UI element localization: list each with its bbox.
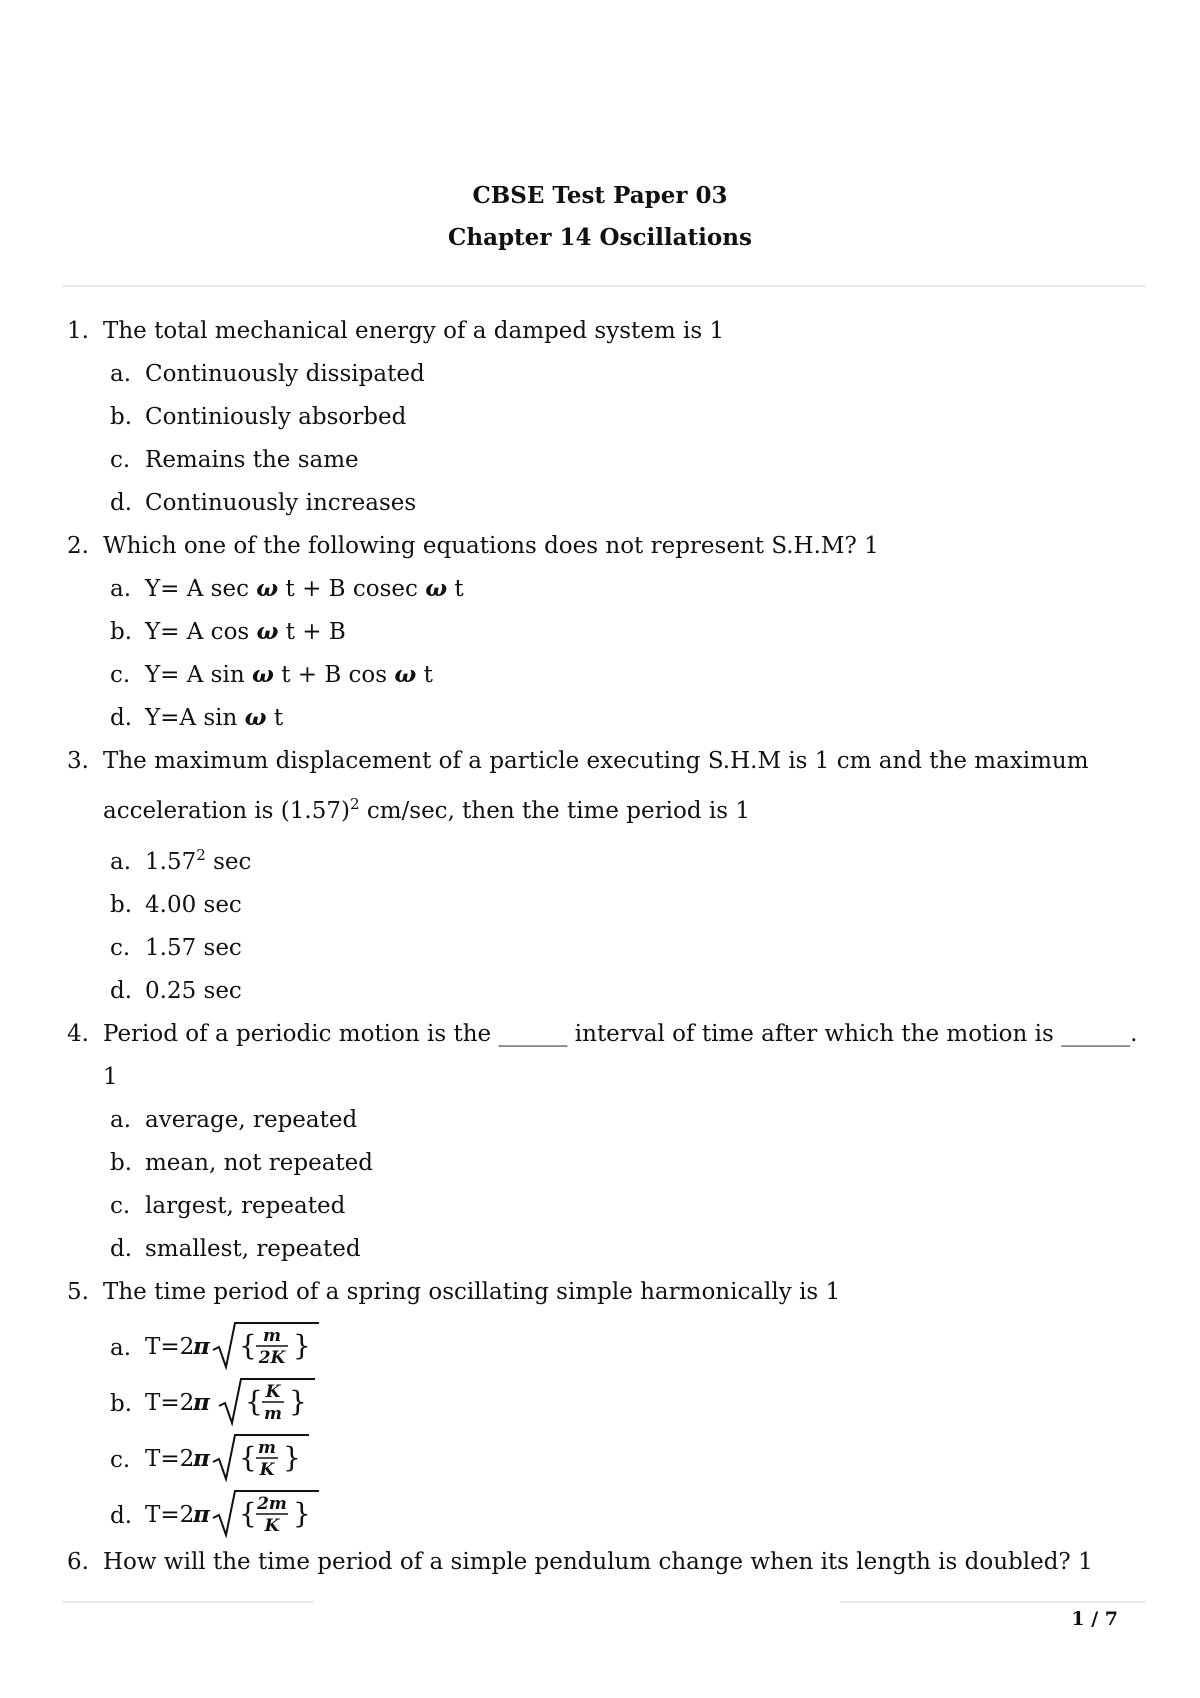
option-text: smallest, repeated: [145, 1236, 361, 1262]
option-label: c.: [110, 662, 131, 688]
page-number: 1 / 7: [1071, 1608, 1118, 1630]
option-text: Y= A cos ω t + B: [145, 618, 346, 645]
formula-prefix: T=2: [145, 1446, 195, 1472]
fraction-denominator: 2K: [258, 1348, 286, 1368]
option-label: d.: [110, 1503, 133, 1529]
option-label: d.: [110, 490, 133, 516]
formula-prefix: T=2: [145, 1390, 195, 1416]
option-text: Y= A sec ω t + B cosec ω t: [145, 575, 464, 602]
option-text: 4.00 sec: [145, 892, 242, 918]
option-label: d.: [110, 705, 133, 731]
option-text: 0.25 sec: [145, 978, 242, 1004]
brace-close: }: [293, 1497, 311, 1530]
option-text: 1.57$^2$ sec: [145, 846, 252, 875]
question-text: The time period of a spring oscillating simple harmonically is 1: [103, 1279, 841, 1305]
omega-symbol: ω: [251, 661, 274, 688]
header-divider: [63, 285, 1145, 287]
fraction-denominator: m: [264, 1404, 282, 1424]
option-text: 1.57 sec: [145, 935, 242, 961]
omega-symbol: ω: [394, 661, 417, 688]
option-text: Remains the same: [145, 447, 359, 473]
brace-open: {: [239, 1441, 257, 1474]
option-label: c.: [110, 935, 131, 961]
option-text: largest, repeated: [145, 1193, 346, 1219]
option-label: b.: [110, 404, 133, 430]
option-label: a.: [110, 849, 132, 875]
brace-close: }: [283, 1441, 301, 1474]
formula-5b: [143, 1376, 333, 1428]
option-label: c.: [110, 1193, 131, 1219]
brace-open: {: [239, 1329, 257, 1362]
option-text: Continuously dissipated: [145, 361, 425, 387]
option-label: b.: [110, 1391, 133, 1417]
question-number: 2.: [67, 533, 89, 559]
omega-symbol: ω: [256, 575, 279, 602]
option-label: b.: [110, 619, 133, 645]
question-text-line1: Period of a periodic motion is the ______ interval of time after which the motion is ______.: [103, 1021, 1138, 1047]
pi-symbol: π: [193, 1333, 210, 1360]
formula-5a: [143, 1320, 333, 1372]
option-text: Y=A sin ω t: [145, 704, 284, 731]
pi-symbol: π: [193, 1445, 210, 1472]
question-number: 6.: [67, 1549, 89, 1575]
question-text-line1: The maximum displacement of a particle executing S.H.M is 1 cm and the maximum: [103, 748, 1089, 774]
chapter-title: Chapter 14 Oscillations: [448, 224, 752, 251]
option-label: c.: [110, 447, 131, 473]
omega-symbol: ω: [244, 704, 267, 731]
question-text: How will the time period of a simple pendulum change when its length is doubled? 1: [103, 1549, 1093, 1575]
omega-symbol: ω: [256, 618, 279, 645]
footer-divider-right: [840, 1601, 1145, 1603]
fraction-numerator: 2m: [257, 1494, 287, 1514]
option-label: a.: [110, 576, 132, 602]
paper-title: CBSE Test Paper 03: [472, 182, 728, 209]
pi-symbol: π: [193, 1501, 210, 1528]
option-label: b.: [110, 1150, 133, 1176]
brace-open: {: [245, 1385, 263, 1418]
brace-close: }: [289, 1385, 307, 1418]
footer-divider-left: [63, 1601, 313, 1603]
option-text: Y= A sin ω t + B cos ω t: [145, 661, 433, 688]
option-text: Continuously increases: [145, 490, 417, 516]
question-text-line2: 1: [103, 1064, 118, 1090]
brace-open: {: [239, 1497, 257, 1530]
formula-prefix: T=2: [145, 1502, 195, 1528]
question-number: 5.: [67, 1279, 89, 1305]
fraction-numerator: m: [258, 1438, 276, 1458]
formula-5c: [143, 1432, 333, 1484]
option-label: b.: [110, 892, 133, 918]
pi-symbol: π: [193, 1389, 210, 1416]
formula-prefix: T=2: [145, 1334, 195, 1360]
option-label: a.: [110, 1335, 132, 1361]
brace-close: }: [293, 1329, 311, 1362]
question-number: 3.: [67, 748, 89, 774]
question-text-line2: acceleration is $(1.57)^2$ cm/sec, then the time period is 1: [103, 795, 750, 824]
option-label: a.: [110, 361, 132, 387]
option-text: mean, not repeated: [145, 1150, 374, 1176]
fraction-numerator: m: [263, 1326, 281, 1346]
question-text: Which one of the following equations does not represent S.H.M? 1: [103, 533, 879, 559]
fraction-denominator: K: [264, 1516, 280, 1536]
question-number: 4.: [67, 1021, 89, 1047]
question-text: The total mechanical energy of a damped system is 1: [103, 318, 725, 344]
formula-5d: [143, 1488, 333, 1540]
question-number: 1.: [67, 318, 89, 344]
option-label: d.: [110, 1236, 133, 1262]
omega-symbol: ω: [425, 575, 448, 602]
option-label: c.: [110, 1447, 131, 1473]
option-text: Continiously absorbed: [145, 404, 407, 430]
option-label: a.: [110, 1107, 132, 1133]
fraction-denominator: K: [259, 1460, 275, 1480]
option-text: average, repeated: [145, 1107, 358, 1133]
option-label: d.: [110, 978, 133, 1004]
fraction-numerator: K: [265, 1382, 281, 1402]
